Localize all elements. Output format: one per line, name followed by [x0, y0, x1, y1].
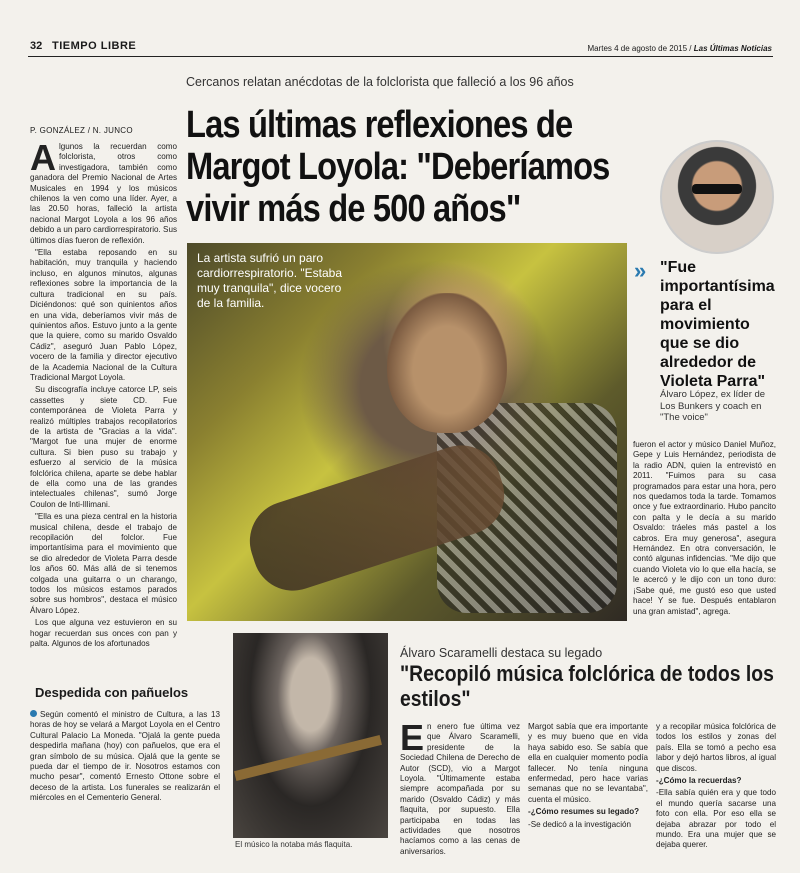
sidebar-text: Según comentó el ministro de Cultura, a las 13 horas de hoy se velará a Margot Loyola en el Centro Cultural Palacio La Moneda. "Ojalá la gente pueda despedirla mañana (hoy) con pañuelos, que era el gran símbolo de su música. Ojalá que la gente se pueda dar el tiempo de ir. Nosotros estamos con mucho pesar", comentó Ernesto Ottone sobre el deceso de la artista. Los funerales se realizarán el miércoles en el Cementerio General.: [30, 710, 220, 803]
paragraph: y a recopilar música folclórica de todos los estilos y zonas del país. Ella se tomó a pecho esa labor y dejó hartos libros, al igual que discos.: [656, 722, 776, 773]
issue-date: Martes 4 de agosto de 2015 /: [587, 44, 692, 53]
sidebar-box: [30, 710, 220, 840]
article-kicker: Cercanos relatan anécdotas de la folclorista que falleció a los 96 años: [186, 75, 574, 89]
page-number: 32: [30, 40, 43, 52]
secondary-column-3: [656, 722, 776, 862]
dropcap: A: [30, 142, 56, 178]
section-name: TIEMPO LIBRE: [52, 40, 137, 52]
interview-answer: -Se dedicó a la investigación: [528, 819, 632, 829]
dateline: [587, 44, 772, 53]
paragraph: Margot sabía que era importante y es muy bueno que en vida haya sabido eso. Se sabía que ella en cualquier momento podía fallecer. No tenía ninguna enfermedad, pero hace varias semanas que no se levantaba", cuenta el músico.: [528, 722, 648, 804]
article-column-1: [30, 142, 177, 652]
sidebar-title: Despedida con pañuelos: [35, 685, 189, 700]
paragraph: lgunos la recuerdan como folclorista, otros como investigadora, también como ganadora del Premio Nacional de Artes Musicales en 1994 y los músicos chilenos la ven como una líder. Ayer, a las 20.50 horas, falleció la artista nacional Margot Loyola a los 96 años debido a un paro cardiorrespiratorio. Sus últimos días fueron de reflexión.: [30, 142, 177, 245]
article-column-right: [633, 440, 776, 625]
publication-name: Las Últimas Noticias: [693, 44, 772, 53]
byline: P. GONZÁLEZ / N. JUNCO: [30, 126, 133, 135]
pull-quote: "Fue importantísima para el movimiento que se dio alrededor de Violeta Parra": [660, 259, 775, 390]
main-photo: [187, 243, 627, 621]
paragraph: Su discografía incluye catorce LP, seis cassettes y siete CD. Fue contemporánea de Violeta Parra y realizó múltiples trabajos recopilatorios de la artista de "Gracias a la vida". "Margot fue una mujer de enorme cultura. Si bien puso su trabajo y esfuerzo al servicio de la música folclórica chilena, aparte se debe hablar de ella como una de las grandes intelectuales chilenas", sumó Jorge Coulon de Inti-Illimani.: [30, 385, 177, 509]
secondary-column-1: [400, 722, 520, 862]
secondary-photo-caption: El músico la notaba más flaquita.: [235, 840, 353, 849]
pull-quote-attribution: Álvaro López, ex líder de Los Bunkers y coach en "The voice": [660, 389, 766, 423]
secondary-headline: "Recopiló música folclórica de todos los estilos": [400, 661, 774, 711]
paragraph: "Ella es una pieza central en la historia musical chilena, desde el trabajo de recopilación del folclor. Fue importantísima para el movimiento que se dio alrededor de Violeta Parra desde los años 60. Más allá de si tenemos colgada una guitarra o un charango, todos los músicos estamos parados sobre sus hombros", destaca el músico Álvaro López.: [30, 512, 177, 615]
paragraph: fueron el actor y músico Daniel Muñoz, Gepe y Luis Hernández, periodista de la radio ADN, quien la entrevistó en 2011. "Fuimos para su casa programados para estar una hora, pero nos quedamos toda la tarde. Tomamos once y fue extraordinario. Hubo pancito con palta y le decía a su marido Osvaldo: tráeles más pastel a los cabros. Era muy generosa", asegura Hernández. En otra conversación, le contó algunas infidencias. "Me dijo que cuando Violeta vio lo que ella hacía, se le acercó y le dijo con un tono duro: ¡Sabe qué, me gustó eso que usted hace! Y se fue. Después entablaron una gran amistad", agrega.: [633, 440, 776, 616]
interview-answer: -Ella sabía quién era y que todo el mundo quería sacarse una foto con ella. Por eso ella se dejaba abrazar por todo el mundo. Era una mujer que se dejaba querer.: [656, 788, 776, 850]
paragraph: "Ella estaba reposando en su habitación, muy tranquila y haciendo incluso, en algunos minutos, algunas reflexiones sobre la importancia de la cultura tradicional en su país. Diciéndonos: qué son quinientos años en una vida, deberíamos vivir más de quinientos años. Estuvo junto a la gente que la quiere, como su marido Osvaldo Cádiz", aseguró Juan Pablo López, vocero de la familia y director ejecutivo de la Academia Nacional de la Cultura Tradicional Margot Loyola.: [30, 248, 177, 382]
secondary-kicker: Álvaro Scaramelli destaca su legado: [400, 646, 603, 660]
dropcap: E: [400, 722, 425, 758]
interview-question: -¿Cómo la recuerdas?: [656, 776, 742, 786]
photo-caption: La artista sufrió un paro cardiorrespiratorio. "Estaba muy tranquila", dice vocero de la familia.: [197, 251, 342, 310]
sunglasses: [692, 184, 742, 194]
secondary-photo: [233, 633, 388, 838]
quote-chevron-icon: »: [634, 258, 647, 283]
article-headline: Las últimas reflexiones de Margot Loyola: "Deberíamos vivir más de 500 años": [186, 104, 610, 230]
paragraph: Los que alguna vez estuvieron en su hogar recuerdan sus onces con pan y palta. Algunos de los afortunados: [30, 618, 177, 649]
secondary-column-2: [528, 722, 648, 862]
portrait-photo: [660, 140, 774, 254]
paragraph: n enero fue última vez que Álvaro Scaramelli, presidente de la Sociedad Chilena de Derecho de Autor (SCD), vio a Margot Loyola. "Últimamente estaba siempre acompañada por su marido (Osvaldo Cádiz) y más flaquita, por supuesto. Ella participaba en todas las actividades que nosotros hacíamos como a las cenas de aniversarios.: [400, 722, 520, 856]
interview-question: -¿Cómo resumes su legado?: [528, 807, 640, 817]
photo-subject: [387, 293, 507, 433]
bullet-icon: [30, 710, 37, 717]
photo-flute: [234, 735, 382, 781]
